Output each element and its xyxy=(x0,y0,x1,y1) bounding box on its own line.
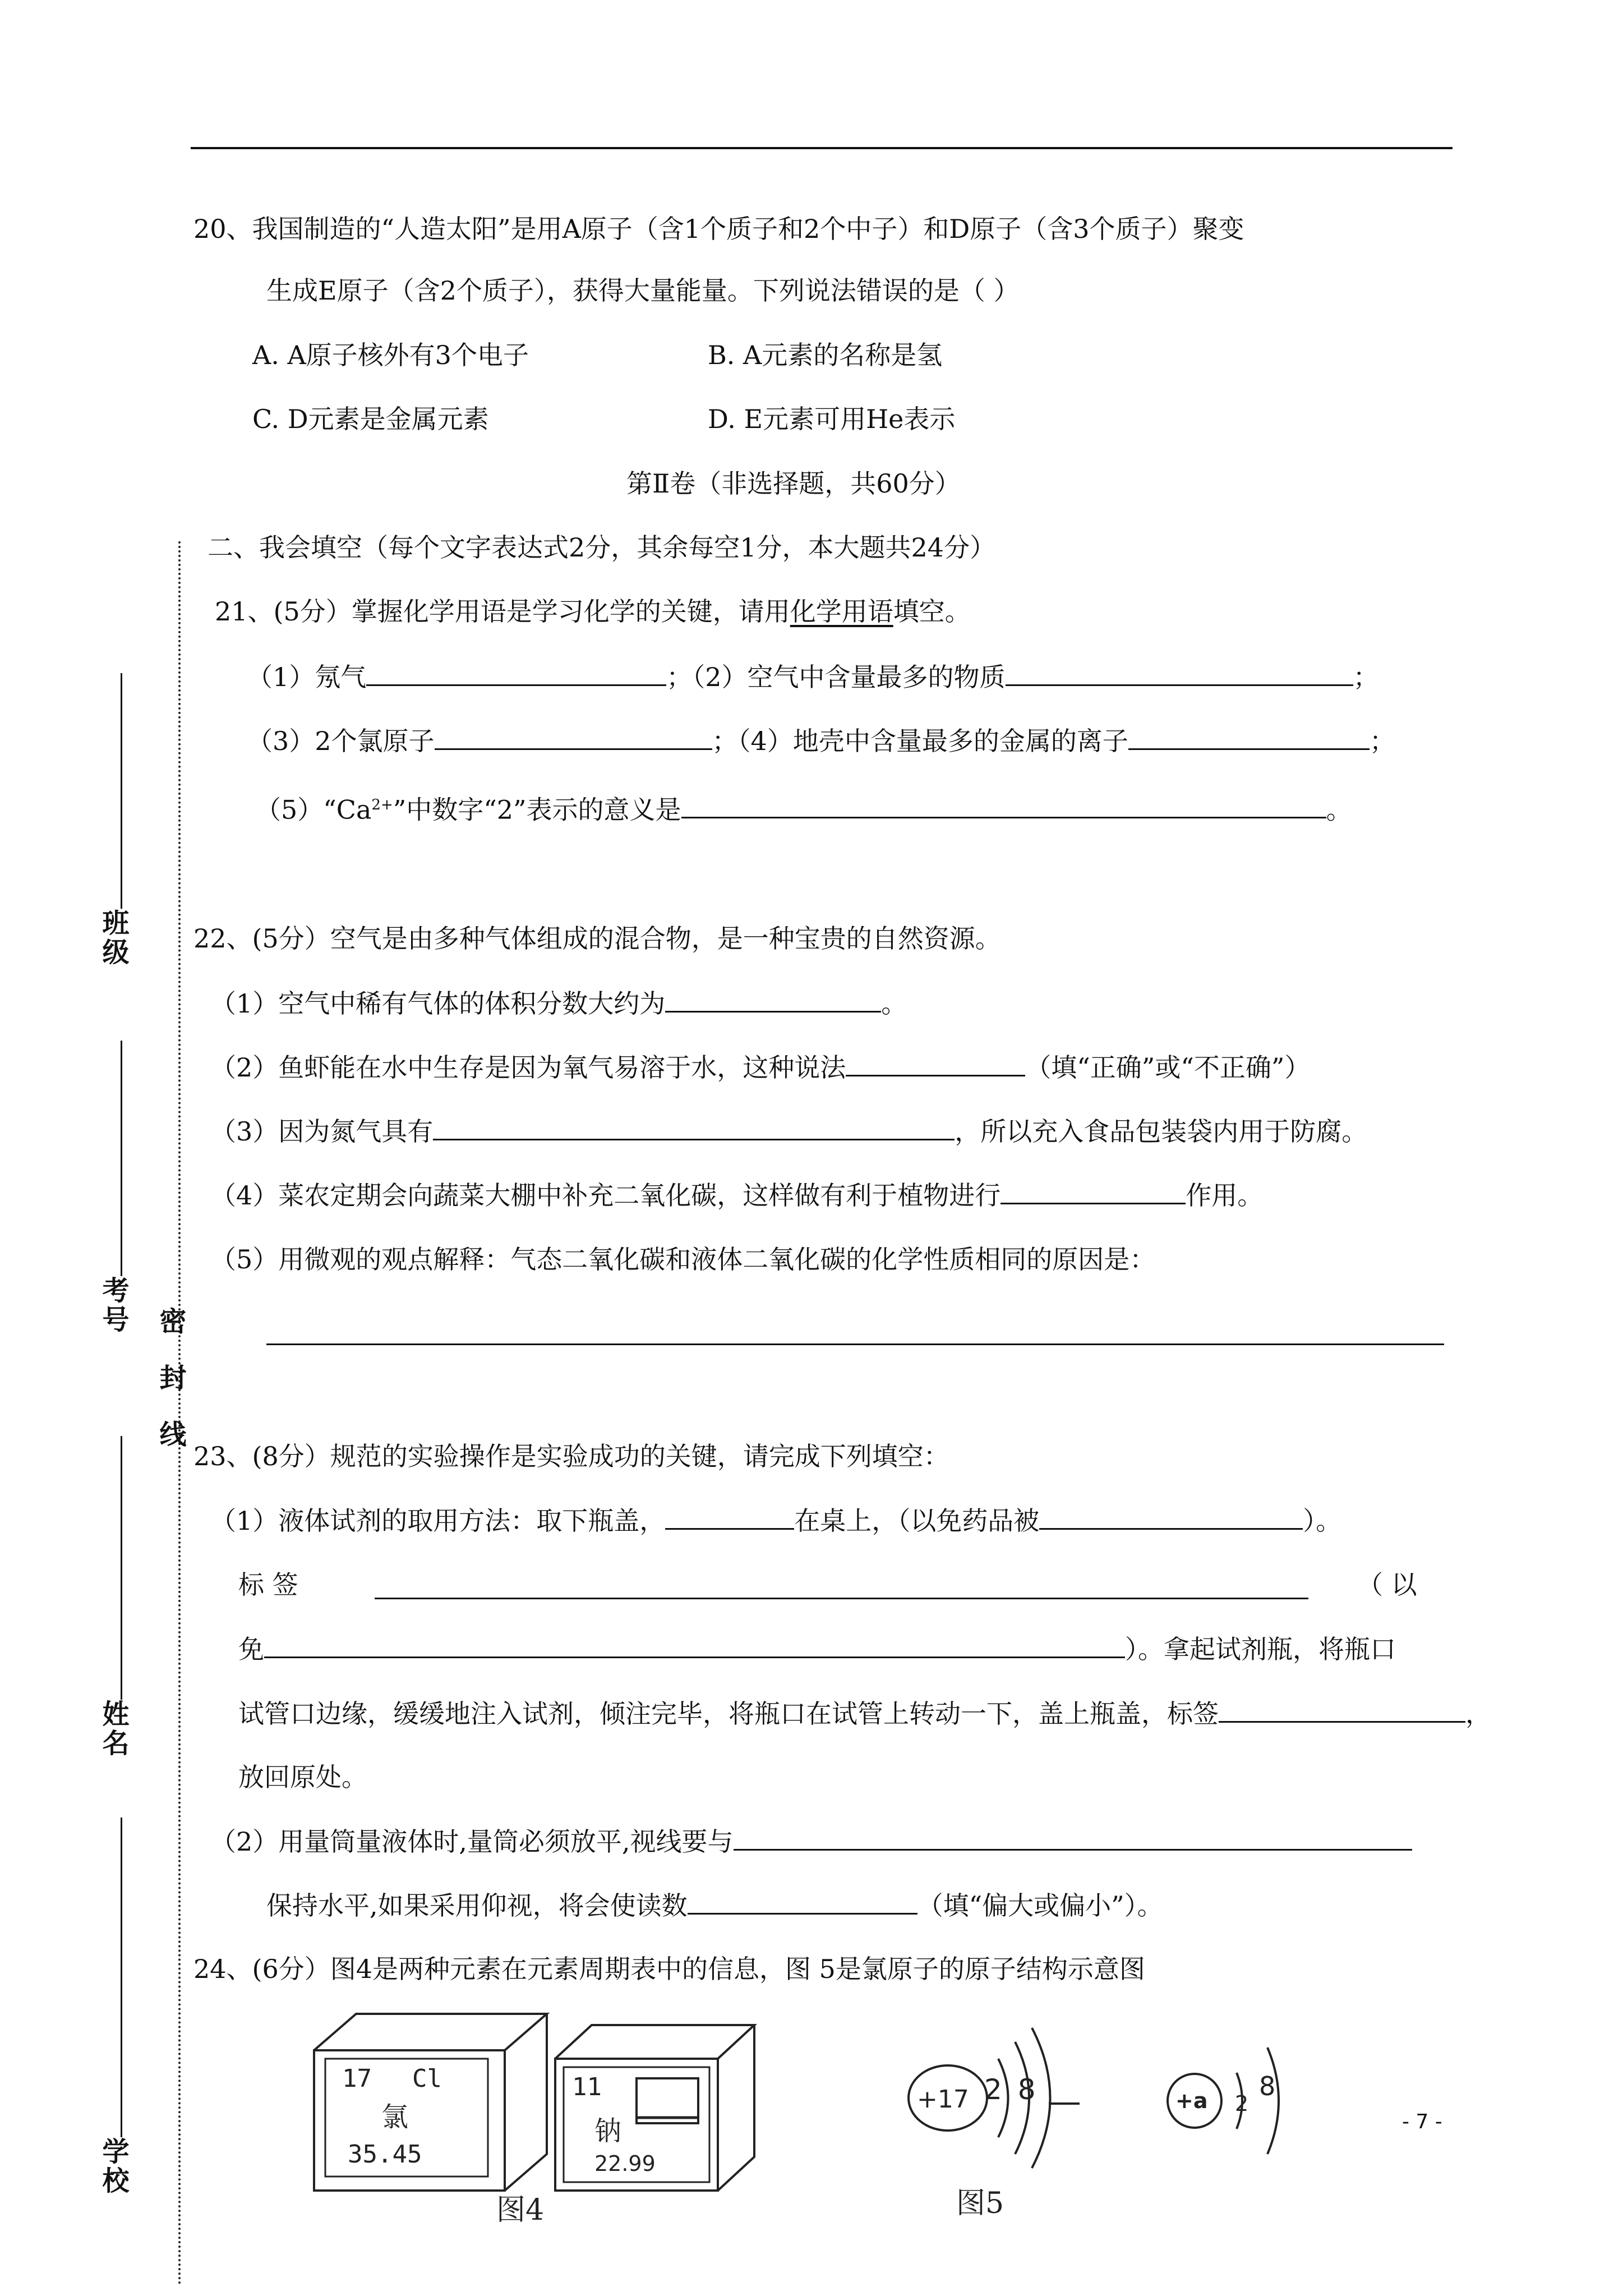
q20-line1: 20、我国制造的“人造太阳”是用A原子（含1个质子和2个中子）和D原子（含3个质子）聚变 xyxy=(193,214,1244,244)
q22-p4-end: 作用。 xyxy=(1186,1180,1264,1211)
q23-p1a-blank1[interactable] xyxy=(665,1503,794,1530)
q23-p2a-label: （2）用量筒量液体时,量筒必须放平,视线要与 xyxy=(210,1826,734,1857)
q21-p5-answer-blank[interactable] xyxy=(681,792,1326,818)
cl-atomic-mass: 35.45 xyxy=(348,2140,422,2169)
q20-option-b: B. A元素的名称是氢 xyxy=(708,340,943,370)
q21-p1-answer-blank[interactable] xyxy=(366,660,666,686)
q20-line2: 生成E原子（含2个质子），获得大量能量。下列说法错误的是（ ） xyxy=(266,275,1020,306)
cl-name: 氯 xyxy=(381,2101,409,2133)
q22-p2-answer-blank[interactable] xyxy=(846,1050,1025,1076)
q23-p1d-end: ， xyxy=(1465,1699,1491,1729)
q21-p5-end: 。 xyxy=(1326,794,1352,825)
q21-intro-post: 填空。 xyxy=(893,596,971,627)
q21-p1-label: （1）氖气 xyxy=(247,662,367,692)
exam-no-label: 考号 xyxy=(98,1276,129,1335)
q21-p3-label: （3）2个氯原子 xyxy=(247,726,435,756)
q23-p1d-label: 试管口边缘，缓缓地注入试剂，倾注完毕，将瓶口在试管上转动一下，盖上瓶盖，标签 xyxy=(238,1699,1219,1729)
q23-p1c-answer-blank[interactable] xyxy=(264,1632,1125,1658)
seal-line-label: 密 封 线 xyxy=(155,1307,186,1457)
q23-intro: 23、(8分）规范的实验操作是实验成功的关键，请完成下列填空： xyxy=(193,1441,949,1471)
q22-row2 xyxy=(210,1050,1310,1084)
q23-p2b-answer-blank[interactable] xyxy=(688,1888,917,1915)
q20-option-a: A. A原子核外有3个电子 xyxy=(252,340,529,370)
section2-title: 第Ⅱ卷（非选择题，共60分） xyxy=(626,468,961,499)
na-name: 钠 xyxy=(594,2115,622,2147)
q23-p1c-end: ）。拿起试剂瓶，将瓶口 xyxy=(1125,1634,1396,1664)
cl-nucleus-charge: +17 xyxy=(917,2085,969,2114)
ion-nucleus-charge: +a xyxy=(1175,2088,1208,2113)
q22-p3-end: ，所以充入食品包装袋内用于防腐。 xyxy=(955,1116,1368,1147)
q23-row6 xyxy=(210,1824,1412,1858)
figure-5-caption: 图5 xyxy=(956,2187,1004,2220)
ion-shell2: 8 xyxy=(1259,2071,1276,2101)
q23-p1a-mid: 在桌上，（以免药品被 xyxy=(794,1506,1040,1536)
q23-p1d-answer-blank[interactable] xyxy=(1219,1696,1465,1723)
q22-intro: 22、(5分）空气是由多种气体组成的混合物，是一种宝贵的自然资源。 xyxy=(193,923,1001,954)
q21-p5-sup: 2+ xyxy=(371,797,393,813)
q21-intro-pre: 21、(5分）掌握化学用语是学习化学的关键，请用 xyxy=(215,596,790,627)
q23-row3 xyxy=(238,1632,1396,1666)
exam-no-blank-line xyxy=(121,1041,122,1276)
q23-p1a-blank2[interactable] xyxy=(1039,1503,1303,1530)
q22-row1 xyxy=(210,986,907,1020)
part2-heading: 二、我会填空（每个文字表达式2分，其余每空1分，本大题共24分） xyxy=(208,532,996,563)
q23-p1e: 放回原处。 xyxy=(238,1762,367,1792)
cl-atomic-number: 17 xyxy=(342,2064,372,2093)
q21-intro xyxy=(215,595,971,628)
q23-p1b-end: （ 以 xyxy=(1357,1570,1417,1600)
school-blank-line xyxy=(121,1818,122,2137)
q21-p2-end: ； xyxy=(1353,662,1379,692)
q24-intro: 24、(6分）图4是两种元素在元素周期表中的信息，图 5是氯原子的原子结构示意图 xyxy=(193,1954,1145,1984)
q23-p1b-label: 标 签 xyxy=(238,1570,298,1600)
q20-option-c: C. D元素是金属元素 xyxy=(252,404,489,434)
q23-p2a-answer-blank[interactable] xyxy=(734,1824,1412,1851)
cl-symbol: Cl xyxy=(412,2064,442,2093)
ion-shell1: 2 xyxy=(1235,2091,1249,2116)
q22-p3-label: （3）因为氮气具有 xyxy=(210,1116,434,1147)
school-label: 学校 xyxy=(98,2137,129,2196)
q21-p3-answer-blank[interactable] xyxy=(435,724,712,750)
q21-p5-pre: （5）“Ca xyxy=(255,794,372,825)
header-rule xyxy=(191,147,1453,149)
figure-4-caption: 图4 xyxy=(496,2193,545,2227)
q22-p1-answer-blank[interactable] xyxy=(665,986,881,1013)
q22-p1-end: 。 xyxy=(881,988,907,1019)
q22-row4 xyxy=(210,1178,1263,1212)
q24-figure xyxy=(303,1997,1368,2233)
page-number: - 7 - xyxy=(1402,2110,1442,2133)
q22-row3 xyxy=(210,1114,1367,1148)
q21-p4-answer-blank[interactable] xyxy=(1128,724,1370,750)
q22-p4-answer-blank[interactable] xyxy=(1000,1178,1186,1204)
q21-row2 xyxy=(247,724,1395,758)
q23-p2b-label: 保持水平,如果采用仰视，将会使读数 xyxy=(266,1890,688,1921)
q21-p4-label: （4）地壳中含量最多的金属的离子 xyxy=(737,726,1128,756)
q23-p2b-end: （填“偏大或偏小”）。 xyxy=(917,1890,1163,1921)
name-blank-line xyxy=(121,1436,122,1700)
q20-option-d: D. E元素可用He表示 xyxy=(708,404,956,434)
q22-p3-answer-blank[interactable] xyxy=(433,1114,955,1140)
q23-row1 xyxy=(210,1503,1341,1538)
q21-row1 xyxy=(247,660,1379,694)
q21-p4-end: ； xyxy=(1369,726,1395,756)
q23-p1c-pre: 免 xyxy=(238,1634,264,1664)
q22-p1-label: （1）空气中稀有气体的体积分数大约为 xyxy=(210,988,666,1019)
q22-row5: （5）用微观的观点解释：气态二氧化碳和液体二氧化碳的化学性质相同的原因是： xyxy=(210,1244,1156,1274)
na-atomic-mass: 22.99 xyxy=(594,2151,656,2176)
q21-p1-end: ； xyxy=(666,662,693,692)
q21-p5-post: ”中数字“2”表示的意义是 xyxy=(393,794,681,825)
q22-p2-end: （填“正确”或“不正确”） xyxy=(1025,1052,1311,1083)
q23-row7 xyxy=(266,1888,1163,1922)
q22-p2-label: （2）鱼虾能在水中生存是因为氧气易溶于水，这种说法 xyxy=(210,1052,846,1083)
class-label: 班级 xyxy=(98,909,129,967)
name-label: 姓名 xyxy=(98,1700,129,1758)
cl-electron-shells: 2 8 xyxy=(984,2073,1039,2106)
q21-p3-end: ； xyxy=(712,726,738,756)
q21-p2-answer-blank[interactable] xyxy=(1006,660,1353,686)
q21-row3 xyxy=(255,788,1352,826)
q22-p5-answer-blank[interactable] xyxy=(266,1343,1444,1345)
class-blank-line xyxy=(121,673,122,909)
q22-p4-label: （4）菜农定期会向蔬菜大棚中补充二氧化碳，这样做有利于植物进行 xyxy=(210,1180,1001,1211)
q23-row4 xyxy=(238,1696,1491,1731)
q23-p1b-answer-blank[interactable] xyxy=(375,1598,1308,1599)
na-atomic-number: 11 xyxy=(572,2073,602,2101)
q23-p1a-end: ）。 xyxy=(1303,1506,1342,1536)
q23-p1a-label: （1）液体试剂的取用方法：取下瓶盖， xyxy=(210,1506,666,1536)
q21-p2-label: （2）空气中含量最多的物质 xyxy=(692,662,1006,692)
q21-intro-underlined: 化学用语 xyxy=(790,596,893,627)
